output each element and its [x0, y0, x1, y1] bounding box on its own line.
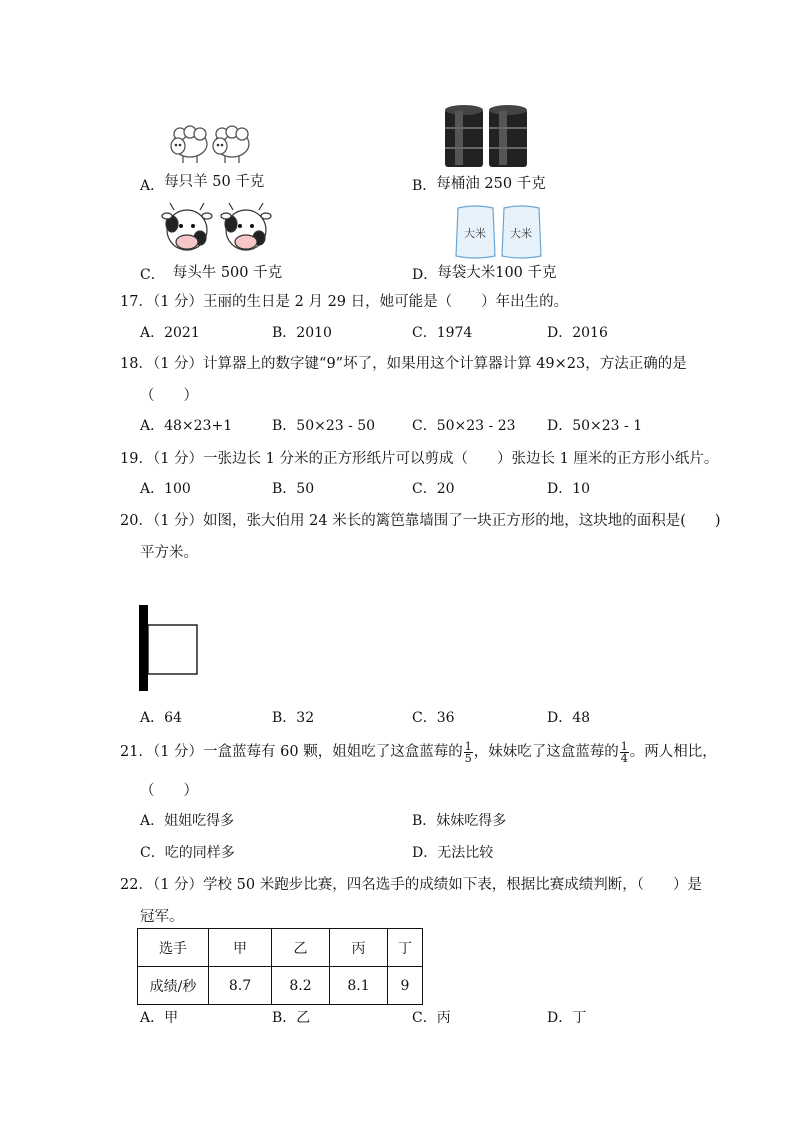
q19-option-a[interactable]: A．100	[140, 481, 191, 497]
wall-square-figure	[136, 603, 202, 693]
q18-option-a[interactable]: A．48×23+1	[140, 418, 233, 434]
table-header-cell: 丁	[388, 929, 423, 967]
wall	[139, 605, 148, 691]
q16-option-a[interactable]: A．每只羊 50 千克	[140, 174, 265, 194]
table-cell: 8.2	[272, 967, 330, 1005]
table-header-cell: 选手	[138, 929, 209, 967]
table-cell: 9	[388, 967, 423, 1005]
q20-stem-line1: 20．（1 分）如图，张大伯用 24 米长的篱笆靠墙围了一块正方形的地，这块地的面积是( )	[120, 513, 721, 529]
table-cell: 8.1	[330, 967, 388, 1005]
q16-option-b[interactable]: B．每桶油 250 千克	[412, 176, 546, 194]
q20-option-d[interactable]: D．48	[547, 710, 591, 726]
q22-option-c[interactable]: C．丙	[412, 1010, 451, 1026]
table-cell: 8.7	[209, 967, 272, 1005]
rice-bag-icon	[455, 204, 545, 260]
q21-option-d[interactable]: D．无法比较	[412, 845, 494, 861]
oil-barrel-icon	[443, 103, 531, 171]
q17-stem: 17．（1 分）王丽的生日是 2 月 29 日，她可能是（ ）年出生的。	[120, 294, 569, 310]
svg-text:大米: 大米	[464, 227, 486, 240]
q17-option-b[interactable]: B．2010	[272, 325, 332, 341]
q20-option-b[interactable]: B．32	[272, 710, 315, 726]
q17-option-a[interactable]: A．2021	[140, 325, 200, 341]
q22-stem-line1: 22．（1 分）学校 50 米跑步比赛，四名选手的成绩如下表，根据比赛成绩判断，（ ）是	[120, 877, 702, 893]
q22-option-b[interactable]: B．乙	[272, 1010, 311, 1026]
q22-option-d[interactable]: D．丁	[547, 1010, 587, 1026]
q20-option-c[interactable]: C．36	[412, 710, 455, 726]
q18-stem-line1: 18．（1 分）计算器上的数字键“9”坏了，如果用这个计算器计算 49×23，方法正确的是	[120, 356, 687, 372]
q21-option-a[interactable]: A．姐姐吃得多	[140, 813, 235, 829]
q19-option-d[interactable]: D．10	[547, 481, 591, 497]
q21-stem-line2: （ ）	[140, 783, 198, 799]
q18-option-c[interactable]: C．50×23 - 23	[412, 418, 516, 434]
q19-stem: 19．（1 分）一张边长 1 分米的正方形纸片可以剪成（ ）张边长 1 厘米的正方形小纸片。	[120, 451, 719, 467]
q21-stem-line1	[120, 740, 717, 764]
square-plot	[148, 625, 197, 674]
fraction-one-fifth: $\frac{1}{5}$	[464, 739, 472, 765]
q21-stem-part2: ，妹妹吃了这盒蓝莓的	[473, 744, 619, 760]
fraction-one-quarter: $\frac{1}{4}$	[620, 739, 628, 765]
q16-option-c[interactable]: C． 每头牛 500 千克	[140, 265, 283, 283]
q18-stem-line2: （ ）	[140, 388, 198, 404]
q20-option-a[interactable]: A．64	[140, 710, 182, 726]
q18-option-b[interactable]: B．50×23 - 50	[272, 418, 376, 434]
table-header-cell: 丙	[330, 929, 388, 967]
table-row	[138, 967, 423, 1005]
q21-stem-part3: 。两人相比，	[629, 744, 717, 760]
table-cell: 成绩/秒	[138, 967, 209, 1005]
score-table	[137, 928, 423, 1005]
q22-stem-line2: 冠军。	[140, 909, 184, 925]
q16-option-d[interactable]: D．每袋大米100 千克	[412, 265, 557, 283]
q19-option-c[interactable]: C．20	[412, 481, 455, 497]
q20-stem-line2: 平方米。	[140, 545, 198, 561]
q21-stem-part1: 21．（1 分）一盒蓝莓有 60 颗，姐姐吃了这盒蓝莓的	[120, 744, 463, 760]
q21-option-c[interactable]: C．吃的同样多	[140, 845, 235, 861]
sheep-icon	[168, 122, 258, 166]
q22-option-a[interactable]: A．甲	[140, 1010, 179, 1026]
table-header-cell: 乙	[272, 929, 330, 967]
svg-text:大米: 大米	[510, 227, 532, 240]
q18-option-d[interactable]: D．50×23 - 1	[547, 418, 643, 434]
table-header-row	[138, 929, 423, 967]
q21-option-b[interactable]: B．妹妹吃得多	[412, 813, 507, 829]
q19-option-b[interactable]: B．50	[272, 481, 315, 497]
table-header-cell: 甲	[209, 929, 272, 967]
q17-option-c[interactable]: C．1974	[412, 325, 473, 341]
cow-icon	[160, 200, 278, 258]
q17-option-d[interactable]: D．2016	[547, 325, 608, 341]
